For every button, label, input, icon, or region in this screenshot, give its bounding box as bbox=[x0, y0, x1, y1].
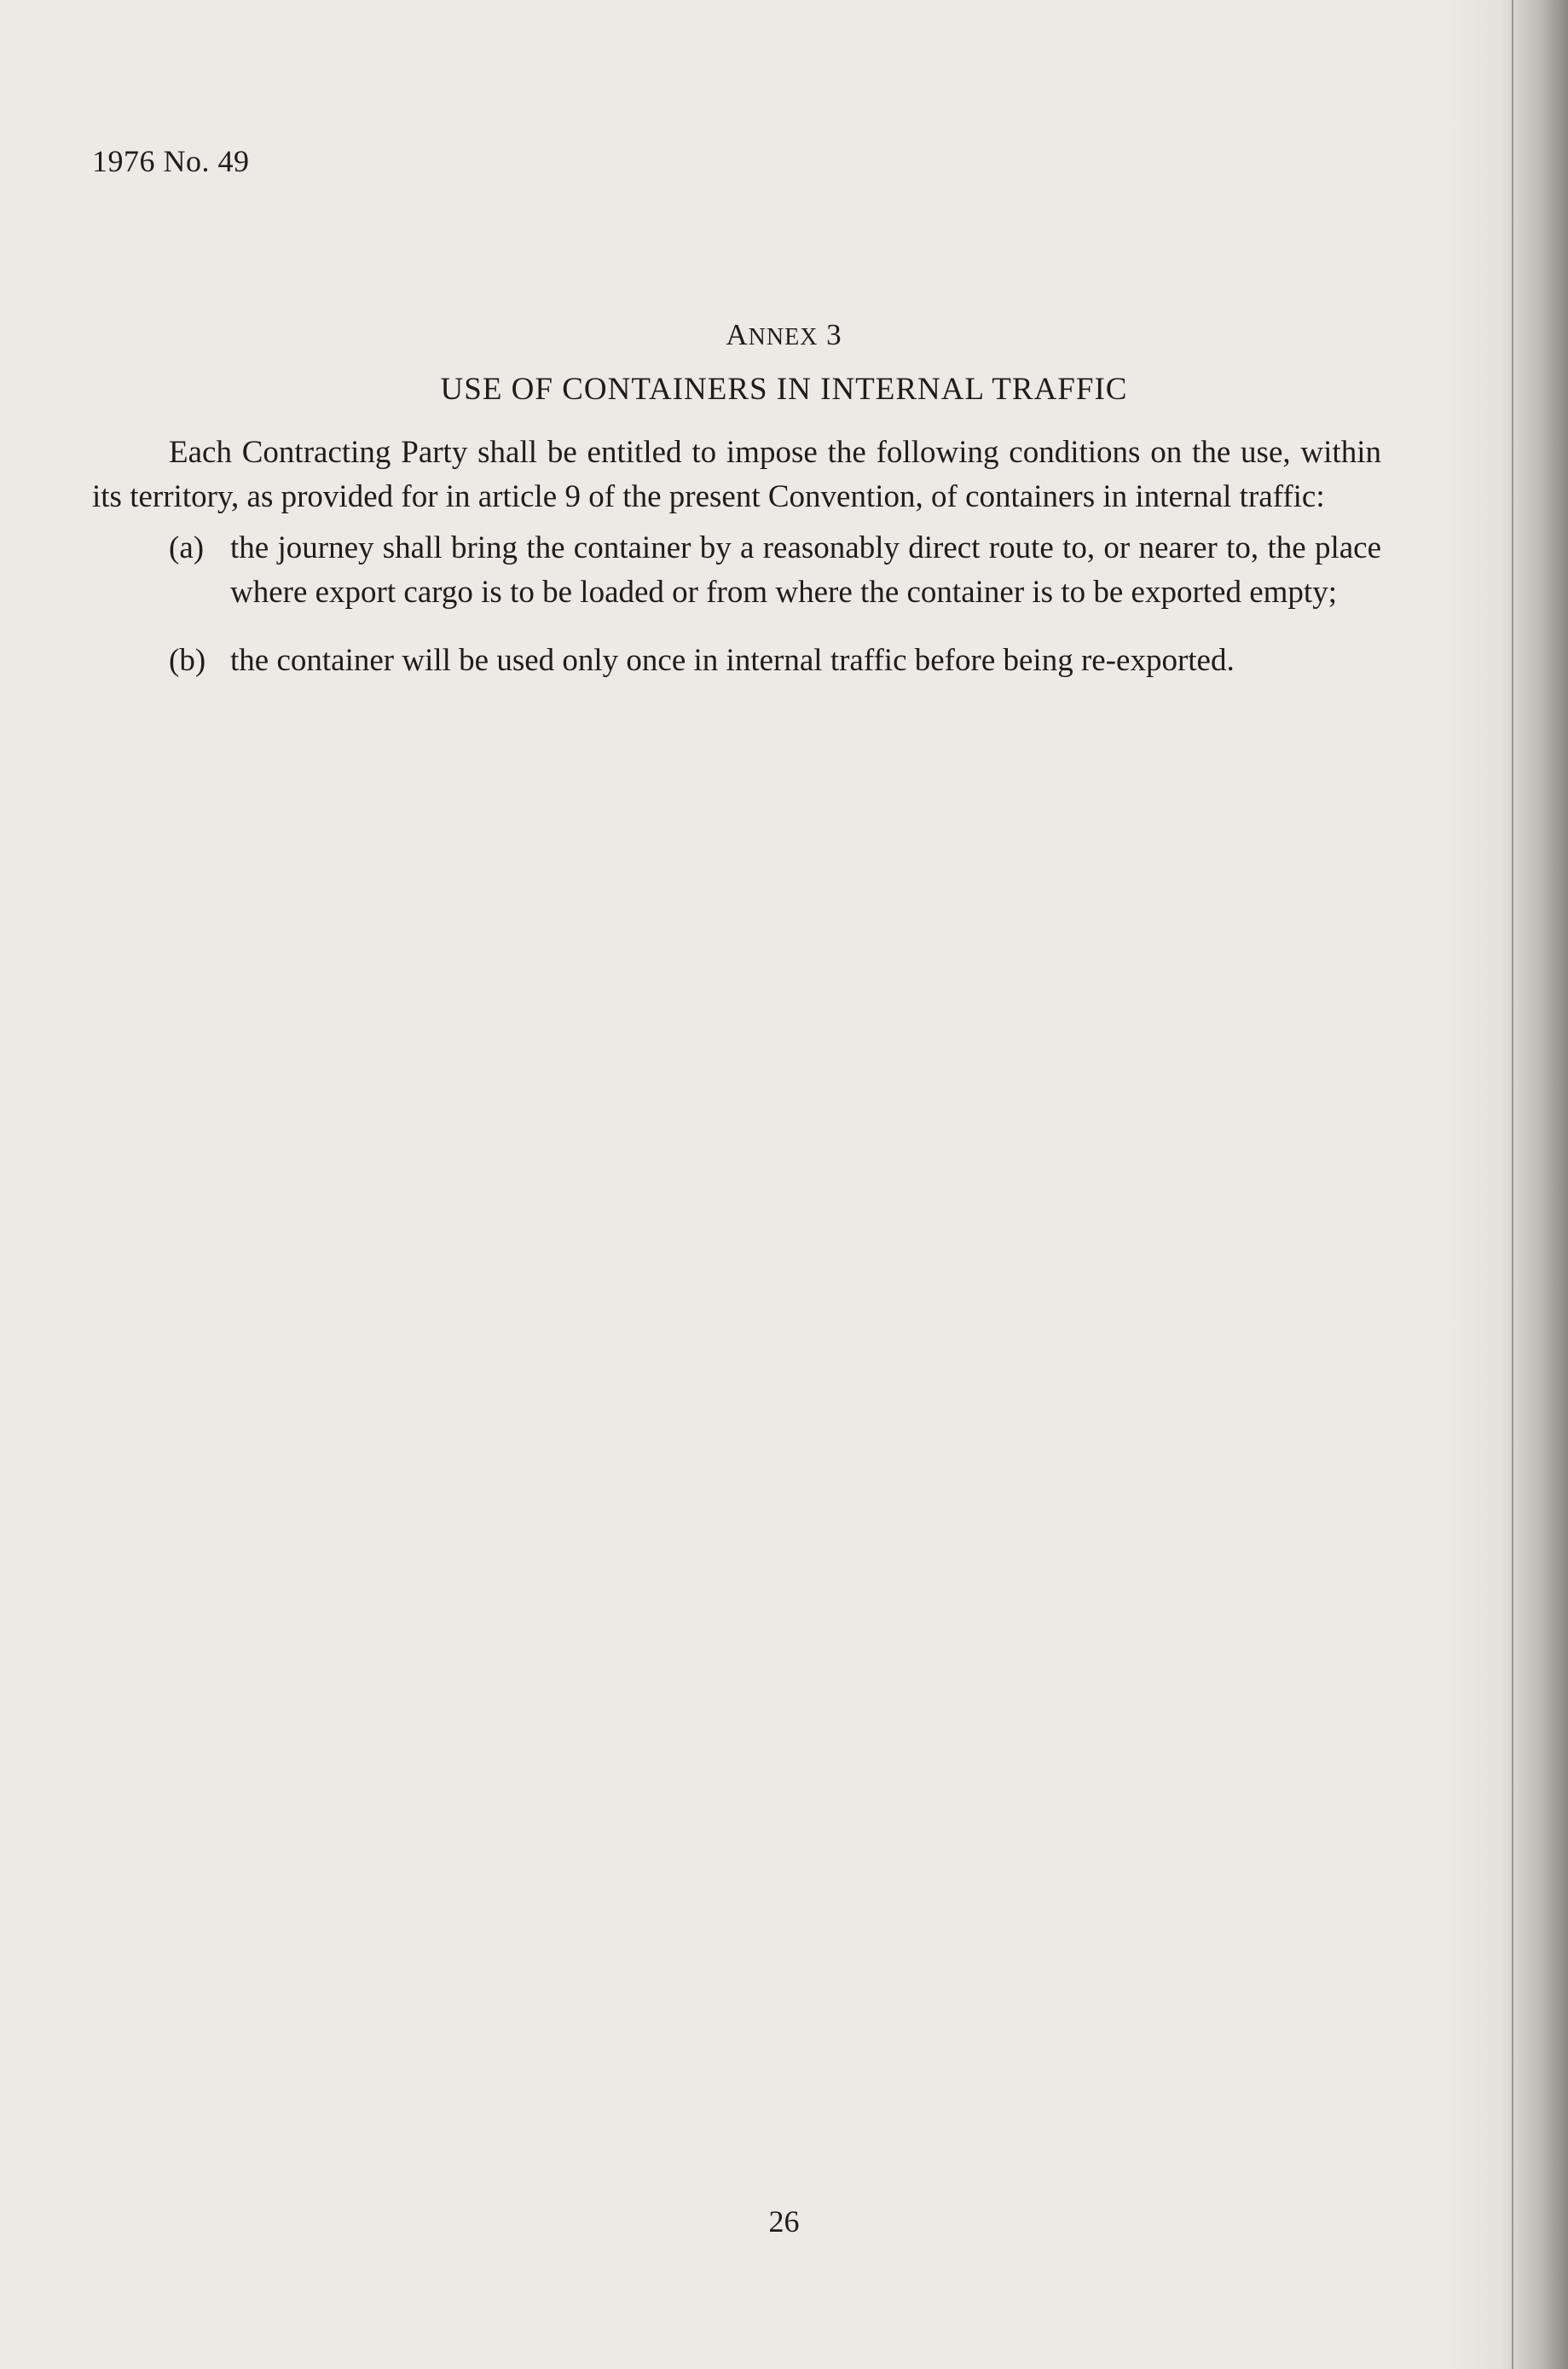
list-item-text: the journey shall bring the container by a reasonably direct route to, or nearer to, the place where export cargo is to be loaded or from where the container is to be exported empty; bbox=[230, 530, 1381, 610]
running-head: 1976 No. 49 bbox=[92, 144, 250, 178]
spine-shadow bbox=[1500, 0, 1568, 2369]
list-item-text: the container will be used only once in internal traffic before being re-exported. bbox=[230, 643, 1235, 678]
page-number: 26 bbox=[768, 2204, 800, 2239]
list-marker: (b) bbox=[169, 643, 206, 678]
spine-line bbox=[1512, 0, 1513, 2369]
list-item bbox=[92, 639, 1381, 683]
list-item bbox=[92, 526, 1381, 615]
list-marker: (a) bbox=[169, 530, 205, 565]
annex-label-initial: A bbox=[726, 318, 749, 351]
annex-number: 3 bbox=[826, 318, 842, 351]
annex-title: USE OF CONTAINERS IN INTERNAL TRAFFIC bbox=[440, 372, 1128, 407]
annex-label bbox=[0, 318, 1568, 352]
intro-paragraph: Each Contracting Party shall be entitled to impose the following conditions on the use, within its territory, as provided for in article 9 of the present Convention, of containers in internal traffic: bbox=[92, 435, 1381, 514]
annex-label-rest: NNEX bbox=[748, 324, 819, 350]
annex-body bbox=[92, 431, 1381, 707]
